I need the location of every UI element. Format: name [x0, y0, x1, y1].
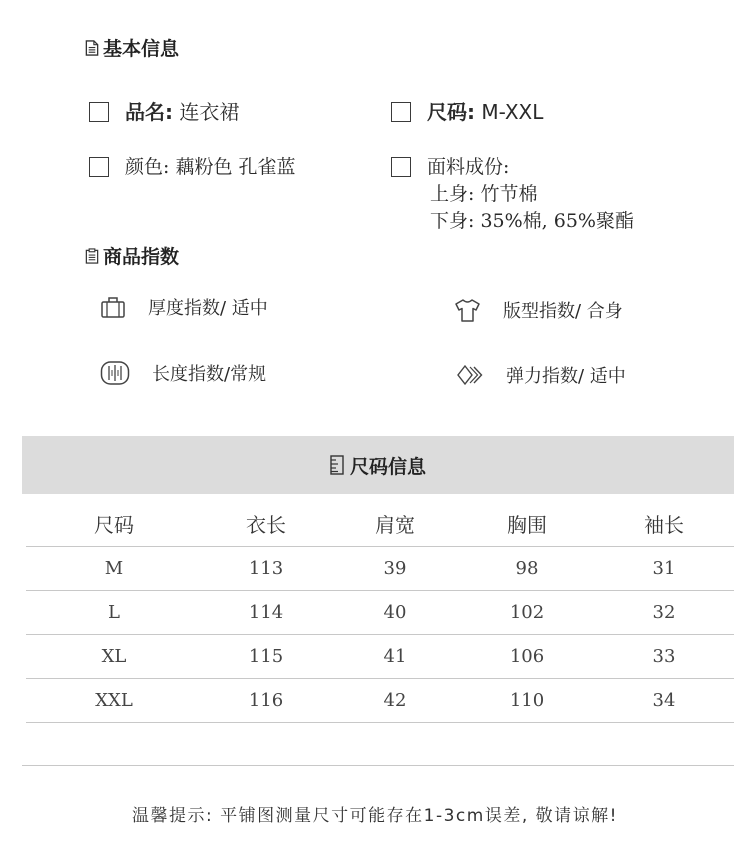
table-row — [26, 678, 734, 722]
table-cell: 98 — [460, 546, 594, 590]
table-cell: 40 — [330, 590, 460, 634]
size-info-banner — [22, 436, 734, 494]
product-index-title: 商品指数 — [103, 246, 180, 268]
color-checkbox — [89, 157, 109, 177]
table-row — [26, 546, 734, 590]
length-text: 长度指数/常规 — [152, 364, 267, 385]
table-row — [26, 590, 734, 634]
fabric-details — [430, 181, 634, 235]
size-info-title: 尺码信息 — [349, 455, 426, 478]
table-cell: 42 — [330, 678, 460, 722]
index-fit — [454, 297, 623, 323]
index-elasticity — [457, 362, 626, 388]
diamond-icon — [457, 364, 484, 386]
column-header: 尺码 — [26, 502, 202, 546]
fabric-top: 上身: 竹节棉 — [430, 183, 538, 205]
info-size — [391, 99, 543, 126]
table-cell: 102 — [460, 590, 594, 634]
table-cell: 32 — [594, 590, 734, 634]
table-cell: 116 — [202, 678, 330, 722]
size-value: M-XXL — [481, 100, 544, 124]
table-cell: 113 — [202, 546, 330, 590]
size-table — [26, 502, 734, 723]
fit-text: 版型指数/ 合身 — [503, 301, 623, 322]
divider — [22, 765, 734, 766]
basic-info-heading — [85, 34, 179, 61]
table-cell: M — [26, 546, 202, 590]
table-cell: 39 — [330, 546, 460, 590]
table-cell: 41 — [330, 634, 460, 678]
table-cell: XL — [26, 634, 202, 678]
name-value: 连衣裙 — [179, 100, 240, 124]
size-table-header — [26, 502, 734, 546]
fabric-checkbox — [391, 157, 411, 177]
size-label: 尺码: — [427, 100, 475, 124]
clipboard-icon — [85, 248, 99, 264]
product-index-heading — [85, 242, 179, 269]
column-header: 衣长 — [202, 502, 330, 546]
fabric-label: 面料成份: — [427, 156, 510, 178]
color-label: 颜色: — [125, 156, 170, 178]
table-row — [26, 634, 734, 678]
table-cell: 115 — [202, 634, 330, 678]
info-fabric — [391, 154, 509, 181]
table-cell: 114 — [202, 590, 330, 634]
basic-info-title: 基本信息 — [103, 38, 180, 60]
table-cell: L — [26, 590, 202, 634]
table-cell: XXL — [26, 678, 202, 722]
thickness-text: 厚度指数/ 适中 — [148, 298, 268, 319]
name-label: 品名: — [125, 100, 173, 124]
name-checkbox — [89, 102, 109, 122]
fabric-bottom: 下身: 35%棉, 65%聚酯 — [430, 210, 634, 232]
info-name — [89, 99, 239, 126]
color-value: 藕粉色 孔雀蓝 — [175, 156, 296, 178]
tshirt-icon — [454, 298, 481, 323]
ruler-list-icon — [330, 455, 344, 475]
table-cell: 34 — [594, 678, 734, 722]
elasticity-text: 弹力指数/ 适中 — [506, 366, 626, 387]
document-icon — [85, 40, 99, 56]
table-cell: 106 — [460, 634, 594, 678]
column-header: 袖长 — [594, 502, 734, 546]
column-header: 肩宽 — [330, 502, 460, 546]
table-cell: 31 — [594, 546, 734, 590]
ruler-icon — [100, 360, 130, 386]
column-header: 胸围 — [460, 502, 594, 546]
index-thickness — [100, 294, 268, 320]
table-cell: 33 — [594, 634, 734, 678]
table-cell: 110 — [460, 678, 594, 722]
bag-icon — [100, 295, 126, 319]
size-checkbox — [391, 102, 411, 122]
footer-note: 温馨提示: 平铺图测量尺寸可能存在1-3cm误差, 敬请谅解! — [132, 806, 618, 826]
info-color — [89, 154, 296, 181]
index-length — [100, 360, 266, 386]
